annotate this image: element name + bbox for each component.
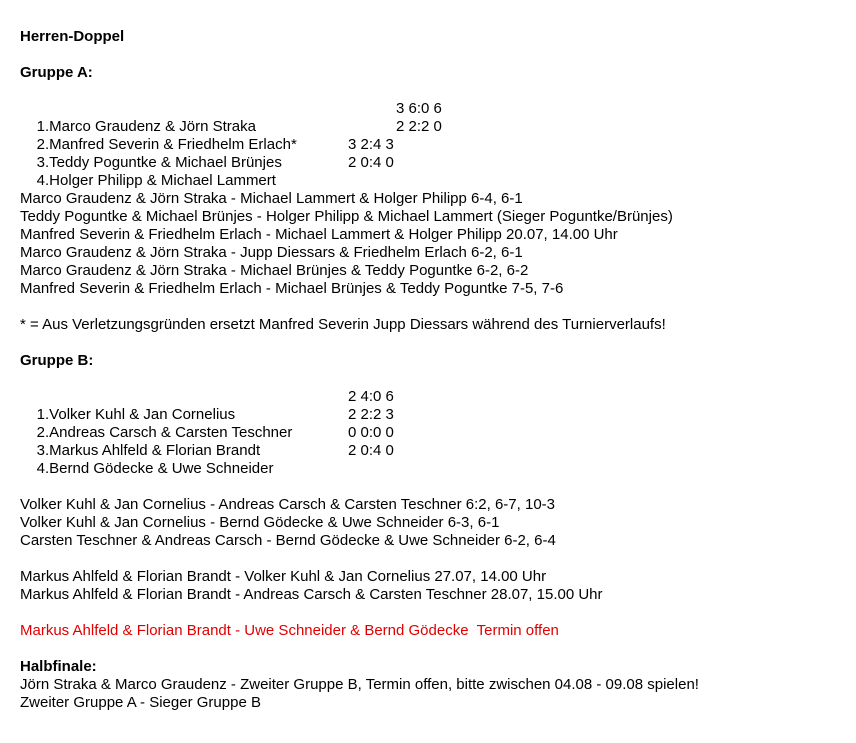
standing-team: 2.Andreas Carsch & Carsten Teschner [36,424,293,441]
group-a-match: Manfred Severin & Friedhelm Erlach - Michael Lammert & Holger Philipp 20.07, 14.00 Uhr [20,226,618,243]
document-body [20,28,840,712]
standing-team: 1.Marco Graudenz & Jörn Straka [36,118,256,135]
standing-team: 3.Markus Ahlfeld & Florian Brandt [36,442,261,459]
group-b-standing-row [20,442,840,477]
standing-score: 3 6:0 6 [396,100,442,117]
standing-score: 3 2:4 3 [348,136,394,153]
spacer [20,298,840,316]
standing-team: 1.Volker Kuhl & Jan Cornelius [36,406,236,423]
standing-score: 2 4:0 6 [348,388,394,405]
standing-score: 0 0:0 0 [348,424,394,441]
group-a-heading: Gruppe A: [20,64,93,81]
group-b-scheduled-match: Markus Ahlfeld & Florian Brandt - Andreas Carsch & Carsten Teschner 28.07, 15.00 Uhr [20,586,603,603]
group-a-standing-row [20,154,840,189]
standing-team: 4.Bernd Gödecke & Uwe Schneider [36,460,274,477]
standing-team: 3.Teddy Poguntke & Michael Brünjes [36,154,282,171]
standing-team: 4.Holger Philipp & Michael Lammert [36,172,276,189]
standing-team: 2.Manfred Severin & Friedhelm Erlach* [36,136,297,153]
group-a-match: Manfred Severin & Friedhelm Erlach - Michael Brünjes & Teddy Poguntke 7-5, 7-6 [20,280,564,297]
spacer [20,82,840,100]
group-b-heading: Gruppe B: [20,352,94,369]
group-a-match: Teddy Poguntke & Michael Brünjes - Holger Philipp & Michael Lammert (Sieger Poguntke/Brünjes) [20,208,673,225]
group-b-result: Volker Kuhl & Jan Cornelius - Andreas Carsch & Carsten Teschner 6:2, 6-7, 10-3 [20,496,555,513]
page-title: Herren-Doppel [20,28,125,45]
standing-score: 2 2:2 3 [348,406,394,423]
open-match-notice: Markus Ahlfeld & Florian Brandt - Uwe Schneider & Bernd Gödecke Termin offen [20,622,559,639]
standing-score: 2 0:4 0 [348,154,394,171]
spacer [20,640,840,658]
group-b-result: Carsten Teschner & Andreas Carsch - Bernd Gödecke & Uwe Schneider 6-2, 6-4 [20,532,556,549]
semifinal-match: Jörn Straka & Marco Graudenz - Zweiter Gruppe B, Termin offen, bitte zwischen 04.08 - 09.08 spielen! [20,676,699,693]
semifinal-heading: Halbfinale: [20,658,97,675]
spacer [20,334,840,352]
spacer [20,550,840,568]
group-a-match: Marco Graudenz & Jörn Straka - Michael Brünjes & Teddy Poguntke 6-2, 6-2 [20,262,529,279]
group-a-match: Marco Graudenz & Jörn Straka - Jupp Diessars & Friedhelm Erlach 6-2, 6-1 [20,244,523,261]
standing-score: 2 2:2 0 [396,118,442,135]
group-b-result: Volker Kuhl & Jan Cornelius - Bernd Gödecke & Uwe Schneider 6-3, 6-1 [20,514,500,531]
group-b-scheduled-match: Markus Ahlfeld & Florian Brandt - Volker Kuhl & Jan Cornelius 27.07, 14.00 Uhr [20,568,547,585]
footnote: * = Aus Verletzungsgründen ersetzt Manfred Severin Jupp Diessars während des Turnierverlaufs! [20,316,666,333]
group-a-match: Marco Graudenz & Jörn Straka - Michael Lammert & Holger Philipp 6-4, 6-1 [20,190,523,207]
standing-score: 2 0:4 0 [348,442,394,459]
semifinal-match: Zweiter Gruppe A - Sieger Gruppe B [20,694,261,711]
spacer [20,46,840,64]
spacer [20,370,840,388]
spacer [20,604,840,622]
spacer [20,478,840,496]
